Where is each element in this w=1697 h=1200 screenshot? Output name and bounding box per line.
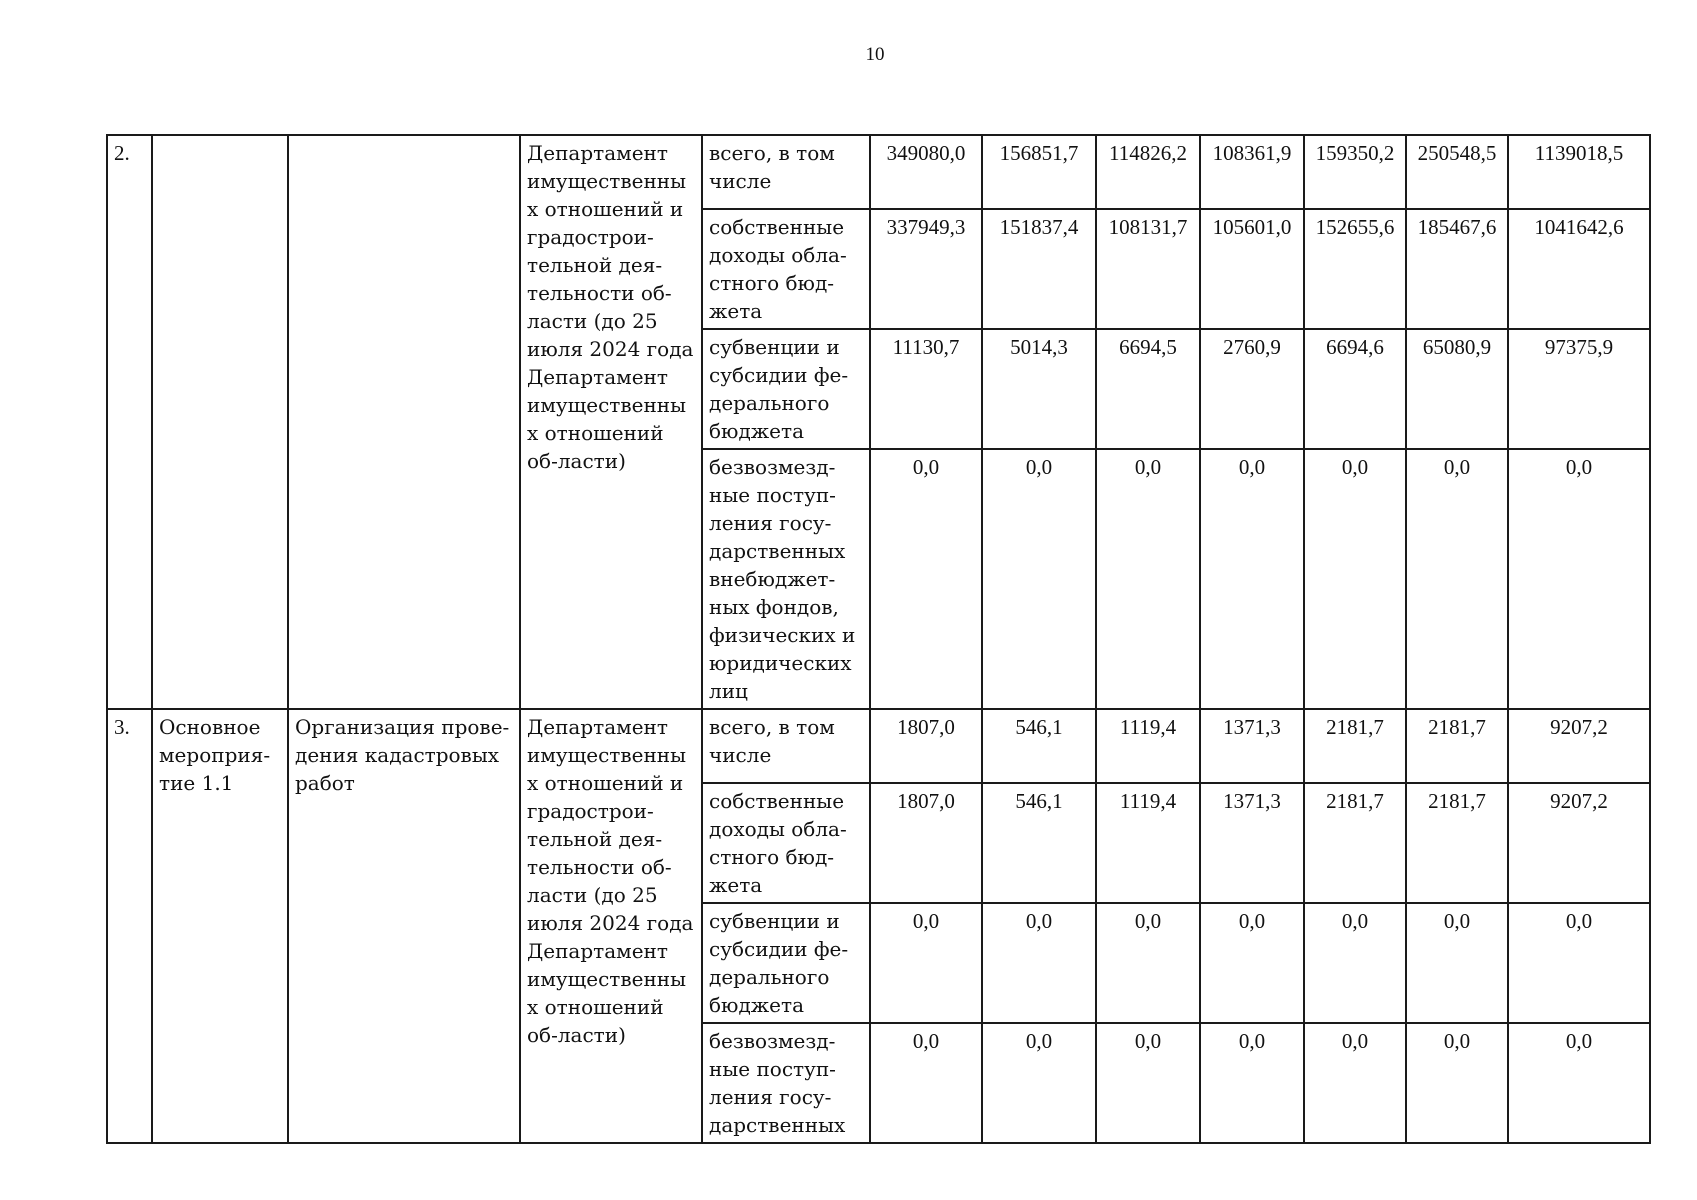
value-cell: 0,0: [1200, 903, 1304, 1023]
value-cell: 1807,0: [870, 709, 982, 783]
value-cell: 0,0: [1304, 903, 1406, 1023]
value-cell: 11130,7: [870, 329, 982, 449]
value-cell: 5014,3: [982, 329, 1096, 449]
value-cell: 0,0: [982, 1023, 1096, 1143]
value-cell: 0,0: [1096, 449, 1200, 709]
value-cell: 349080,0: [870, 135, 982, 209]
value-cell: 0,0: [1200, 449, 1304, 709]
value-cell: 546,1: [982, 709, 1096, 783]
value-cell: 0,0: [982, 449, 1096, 709]
value-cell: 0,0: [1304, 1023, 1406, 1143]
value-cell: 1371,3: [1200, 783, 1304, 903]
total-value-cell: 9207,2: [1508, 709, 1650, 783]
activity-name-cell: [288, 135, 520, 709]
value-cell: 6694,5: [1096, 329, 1200, 449]
funding-source-cell: субвенции и субсидии фе-дерального бюджета: [702, 903, 870, 1023]
funding-source-cell: собственные доходы обла-стного бюд-жета: [702, 209, 870, 329]
budget-table: [106, 134, 1651, 1144]
value-cell: 546,1: [982, 783, 1096, 903]
value-cell: 0,0: [982, 903, 1096, 1023]
value-cell: 0,0: [1200, 1023, 1304, 1143]
total-value-cell: 1041642,6: [1508, 209, 1650, 329]
value-cell: 0,0: [1406, 449, 1508, 709]
row-number: 2.: [107, 135, 152, 709]
executor-cell: Департамент имущественных отношений и градострои-тельной дея-тельности об-ласти (до 25 июля 2024 года Департамент имущественных отношений об-ласти): [520, 135, 702, 709]
value-cell: 114826,2: [1096, 135, 1200, 209]
table-row: [107, 709, 1650, 783]
value-cell: 159350,2: [1304, 135, 1406, 209]
funding-source-cell: всего, в том числе: [702, 135, 870, 209]
value-cell: 0,0: [1096, 903, 1200, 1023]
value-cell: 2181,7: [1406, 709, 1508, 783]
funding-source-cell: безвозмезд-ные поступ-ления госу-дарственных: [702, 1023, 870, 1143]
value-cell: 1119,4: [1096, 783, 1200, 903]
value-cell: 2181,7: [1304, 783, 1406, 903]
value-cell: 1371,3: [1200, 709, 1304, 783]
page-number: 10: [865, 44, 885, 65]
executor-cell: Департамент имущественных отношений и градострои-тельной дея-тельности об-ласти (до 25 июля 2024 года Департамент имущественных отношений об-ласти): [520, 709, 702, 1143]
value-cell: 0,0: [870, 903, 982, 1023]
value-cell: 6694,6: [1304, 329, 1406, 449]
activity-name-cell: Организация прове-дения кадастровых работ: [288, 709, 520, 1143]
funding-source-cell: всего, в том числе: [702, 709, 870, 783]
value-cell: 2760,9: [1200, 329, 1304, 449]
value-cell: 151837,4: [982, 209, 1096, 329]
value-cell: 0,0: [1096, 1023, 1200, 1143]
value-cell: 108131,7: [1096, 209, 1200, 329]
total-value-cell: 0,0: [1508, 449, 1650, 709]
total-value-cell: 97375,9: [1508, 329, 1650, 449]
value-cell: 0,0: [1304, 449, 1406, 709]
total-value-cell: 1139018,5: [1508, 135, 1650, 209]
value-cell: 0,0: [870, 449, 982, 709]
value-cell: 337949,3: [870, 209, 982, 329]
table-row: [107, 135, 1650, 209]
total-value-cell: 0,0: [1508, 1023, 1650, 1143]
value-cell: 1119,4: [1096, 709, 1200, 783]
funding-source-cell: субвенции и субсидии фе-дерального бюджета: [702, 329, 870, 449]
measure-cell: [152, 135, 288, 709]
value-cell: 105601,0: [1200, 209, 1304, 329]
value-cell: 152655,6: [1304, 209, 1406, 329]
value-cell: 108361,9: [1200, 135, 1304, 209]
value-cell: 250548,5: [1406, 135, 1508, 209]
value-cell: 2181,7: [1406, 783, 1508, 903]
row-number: 3.: [107, 709, 152, 1143]
value-cell: 185467,6: [1406, 209, 1508, 329]
value-cell: 2181,7: [1304, 709, 1406, 783]
funding-source-cell: собственные доходы обла-стного бюд-жета: [702, 783, 870, 903]
measure-cell: Основное мероприя-тие 1.1: [152, 709, 288, 1143]
value-cell: 0,0: [870, 1023, 982, 1143]
value-cell: 0,0: [1406, 1023, 1508, 1143]
value-cell: 65080,9: [1406, 329, 1508, 449]
funding-source-cell: безвозмезд-ные поступ-ления госу-дарственных внебюджет-ных фондов, физических и юридических лиц: [702, 449, 870, 709]
total-value-cell: 0,0: [1508, 903, 1650, 1023]
value-cell: 156851,7: [982, 135, 1096, 209]
total-value-cell: 9207,2: [1508, 783, 1650, 903]
value-cell: 0,0: [1406, 903, 1508, 1023]
value-cell: 1807,0: [870, 783, 982, 903]
